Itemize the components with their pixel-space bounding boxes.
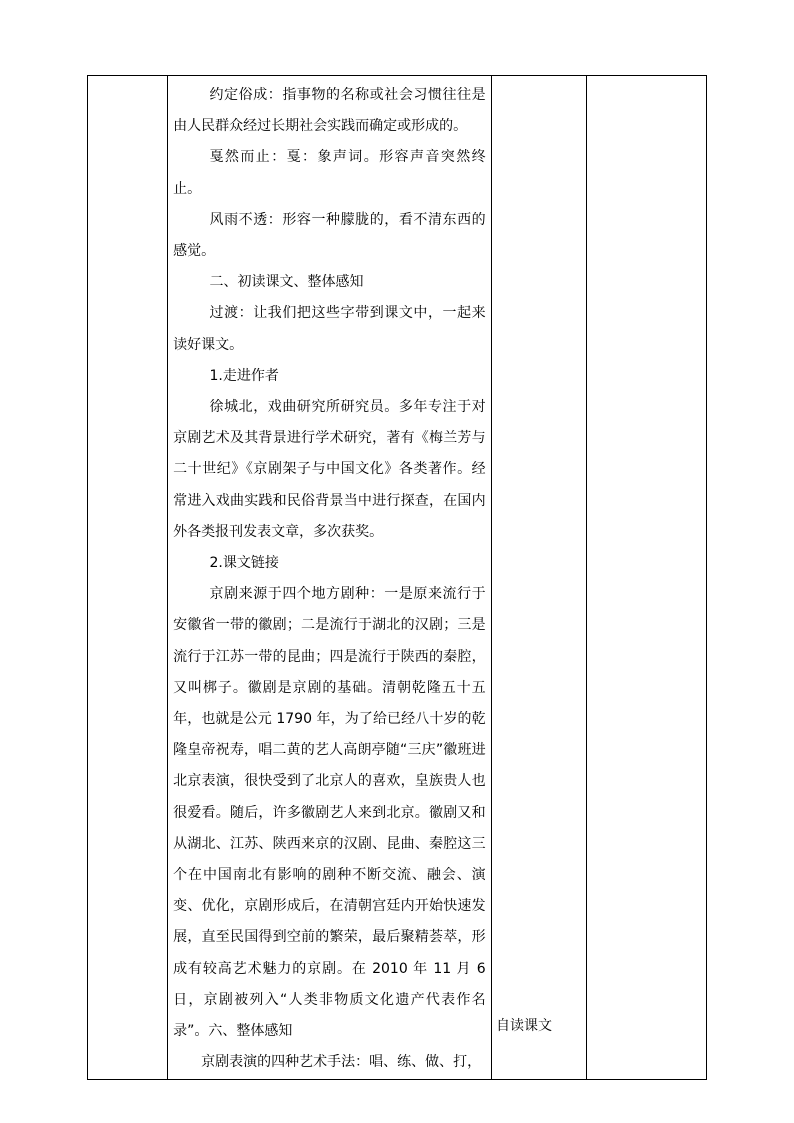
paragraph-transition: 过渡：让我们把这些字带到课文中，一起来读好课文。 xyxy=(173,305,486,353)
subheading-text-link: 2.课文链接 xyxy=(209,555,279,572)
paragraph-yueding: 约定俗成：指事物的名称或社会习惯往往是由人民群众经过长期社会实践而确定或形成的。 xyxy=(173,87,486,135)
lesson-plan-table xyxy=(87,75,707,1080)
paragraph-peking-opera-origin: 京剧来源于四个地方剧种：一是原来流行于安徽省一带的徽剧；二是流行于湖北的汉剧；三是流行于江苏一带的昆曲；四是流行于陕西的秦腔，又叫梆子。徽剧是京剧的基础。清朝乾隆五十五年，也就是公元 1790 年，为了给已经八十岁的乾隆皇帝祝寿，唱二黄的艺人高朗亭随“三庆”徽班进北京表演，很快受到了北京人的喜欢，皇族贵人也很爱看。随后，许多徽剧艺人来到北京。徽剧又和从湖北、江苏、陕西来京的汉剧、昆曲、秦腔这三个在中国南北有影响的剧种不断交流、融会、演变、优化，京剧形成后，在清朝宫廷内开始快速发展，直至民国得到空前的繁荣，最后聚精荟萃，形成有较高艺术魅力的京剧。在 2010 年 11 月 6 日，京剧被列入“人类非物质文化遗产代表作名录”。六、整体感知 xyxy=(173,586,486,1040)
paragraph-fengyu: 风雨不透：形容一种朦胧的，看不清东西的感觉。 xyxy=(173,211,486,260)
main-content-cell xyxy=(168,76,492,1080)
paragraph-four-techniques: 京剧表演的四种艺术手法：唱、练、做、打， xyxy=(201,1054,482,1071)
lesson-content xyxy=(168,76,491,1079)
paragraph-author-bio: 徐城北，戏曲研究所研究员。多年专注于对京剧艺术及其背景进行学术研究，著有《梅兰芳与二十世纪》《京剧架子与中国文化》各类著作。经常进入戏曲实践和民俗背景当中进行探查，在国内外各类报刊发表文章，多次获奖。 xyxy=(173,399,486,540)
table-row xyxy=(88,76,707,1080)
paragraph-jiaran: 戛然而止：戛：象声词。形容声音突然终止。 xyxy=(173,149,486,197)
section-heading-first-reading: 二、初读课文、整体感知 xyxy=(209,274,364,291)
activity-column-cell xyxy=(491,76,586,1080)
self-reading-note: 自读课文 xyxy=(496,1018,552,1034)
notes-column-cell xyxy=(586,76,706,1080)
subheading-author: 1.走进作者 xyxy=(209,367,279,384)
blank-column-cell xyxy=(88,76,168,1080)
